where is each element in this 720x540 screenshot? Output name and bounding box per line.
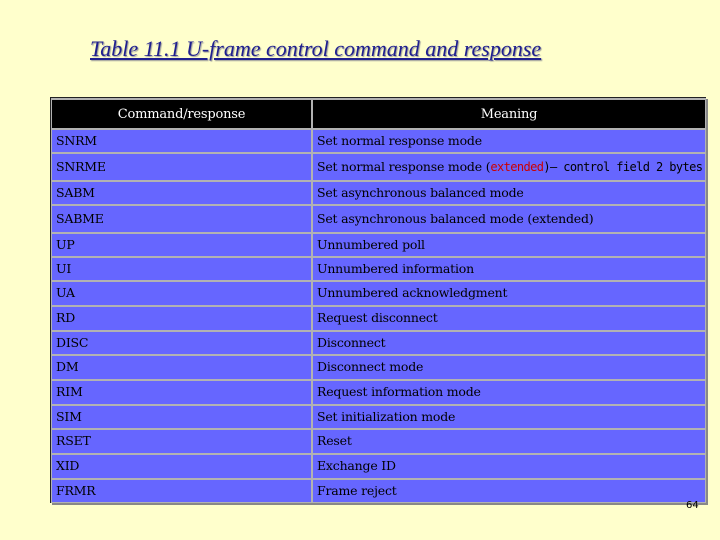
table-cell-command: RIM xyxy=(52,381,311,404)
table-cell-meaning: Request disconnect xyxy=(313,307,705,330)
table-cell-command: SABME xyxy=(52,206,311,232)
table-cell-meaning: Exchange ID xyxy=(313,455,705,478)
table-cell-command: SIM xyxy=(52,406,311,428)
table-cell-command: RSET xyxy=(52,430,311,453)
highlighted-term: extended xyxy=(490,160,544,174)
table-cell-meaning: Reset xyxy=(313,430,705,453)
table-cell-meaning: Disconnect xyxy=(313,332,705,354)
table-cell-command: DM xyxy=(52,356,311,379)
table-cell-meaning: Set asynchronous balanced mode (extended) xyxy=(313,206,705,232)
table-cell-command: DISC xyxy=(52,332,311,354)
table-cell-meaning: Frame reject xyxy=(313,480,705,502)
slide-title: Table 11.1 U-frame control command and response xyxy=(90,36,542,61)
table-cell-meaning: Set normal response mode xyxy=(313,130,705,152)
table-cell-meaning: Unnumbered acknowledgment xyxy=(313,282,705,305)
table-cell-meaning: Disconnect mode xyxy=(313,356,705,379)
u-frame-table xyxy=(50,97,706,503)
table-cell-meaning: Unnumbered information xyxy=(313,258,705,280)
table-cell-command: XID xyxy=(52,455,311,478)
table-cell-meaning xyxy=(313,154,705,180)
table-header-meaning: Meaning xyxy=(313,100,705,128)
table-cell-command: SABM xyxy=(52,182,311,204)
table-cell-command: RD xyxy=(52,307,311,330)
meaning-text: Set normal response mode ( xyxy=(317,158,491,174)
table-cell-command: SNRME xyxy=(52,154,311,180)
table-cell-meaning: Set initialization mode xyxy=(313,406,705,428)
table-header-command: Command/response xyxy=(52,100,311,128)
table-cell-meaning: Request information mode xyxy=(313,381,705,404)
table-cell-command: UA xyxy=(52,282,311,305)
table-cell-command: FRMR xyxy=(52,480,311,502)
table-cell-command: SNRM xyxy=(52,130,311,152)
table-cell-meaning: Unnumbered poll xyxy=(313,234,705,256)
meaning-text: )– control field 2 bytes xyxy=(543,160,703,174)
table-cell-meaning: Set asynchronous balanced mode xyxy=(313,182,705,204)
table-cell-command: UP xyxy=(52,234,311,256)
page-number: 64 xyxy=(686,500,699,511)
table-cell-command: UI xyxy=(52,258,311,280)
